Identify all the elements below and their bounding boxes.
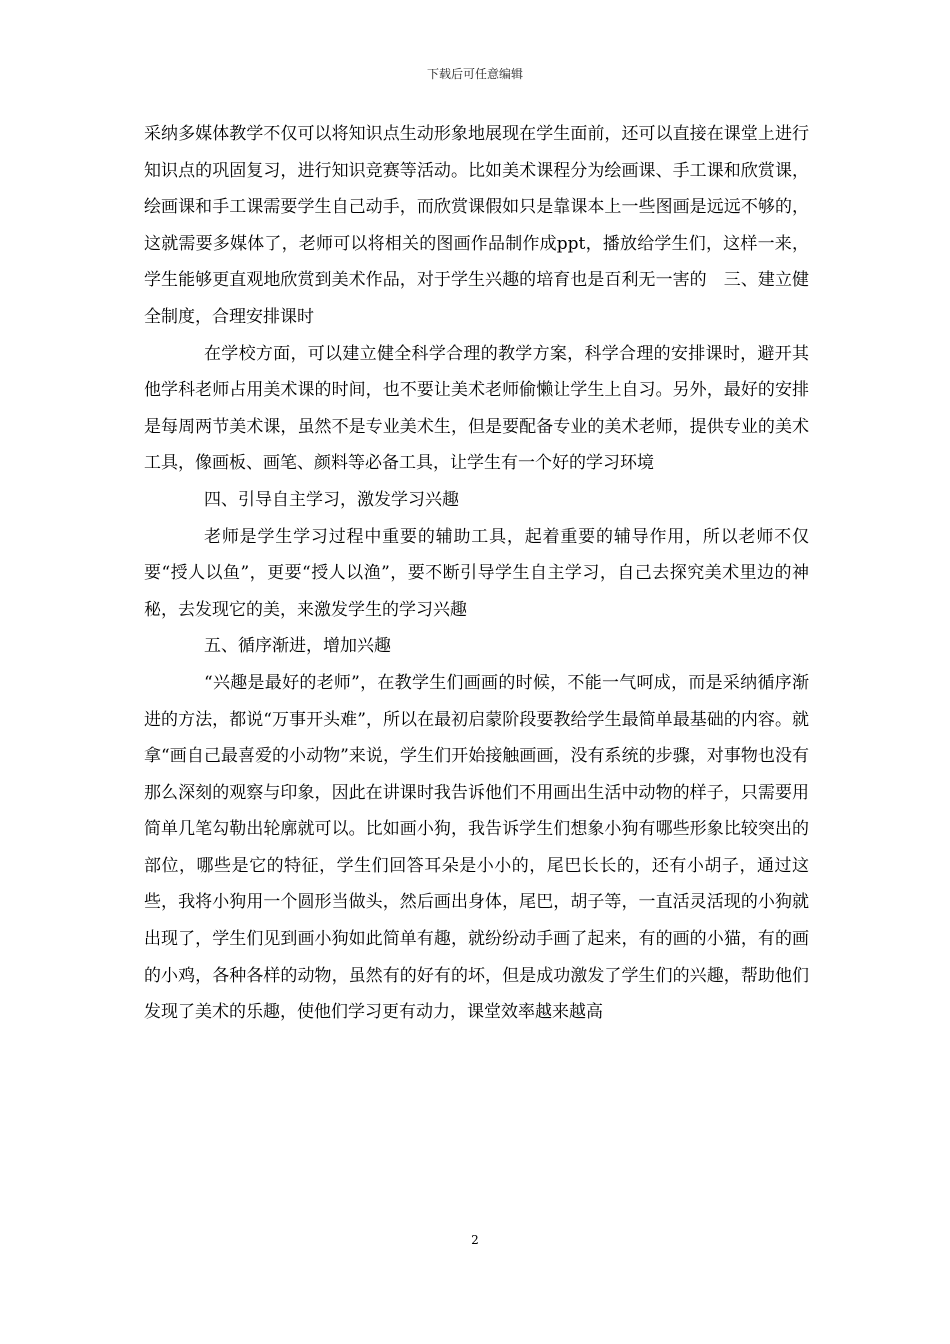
section-heading: 四、引导自主学习，激发学习兴趣 bbox=[204, 489, 459, 510]
document-body bbox=[144, 116, 809, 1031]
paragraph: 老师是学生学习过程中重要的辅助工具，起着重要的辅导作用，所以老师不仅要“授人以鱼”，更要“授人以渔”，要不断引导学生自主学习，自己去探究美术里边的神秘，去发现它的美，来激发学生的学习兴趣 bbox=[144, 526, 809, 620]
section-heading: 五、循序渐进，增加兴趣 bbox=[204, 636, 391, 657]
paragraph: “兴趣是最好的老师”，在教学生们画画的时候，不能一气呵成，而是采纳循序渐进的方法，都说“万事开头难”，所以在最初启蒙阶段要教给学生最简单最基础的内容。就拿“画自己最喜爱的小动物”来说，学生们开始接触画画，没有系统的步骤，对事物也没有那么深刻的观察与印象，因此在讲课时我告诉他们不用画出生活中动物的样子，只需要用简单几笔勾勒出轮廓就可以。比如画小狗，我告诉学生们想象小狗有哪些形象比较突出的部位，哪些是它的特征，学生们回答耳朵是小小的，尾巴长长的，还有小胡子，通过这些，我将小狗用一个圆形当做头，然后画出身体，尾巴，胡子等，一直活灵活现的小狗就出现了，学生们见到画小狗如此简单有趣，就纷纷动手画了起来，有的画的小猫，有的画的小鸡，各种各样的动物，虽然有的好有的坏，但是成功激发了学生们的兴趣，帮助他们发现了美术的乐趣，使他们学习更有动力，课堂效率越来越高 bbox=[144, 672, 809, 1023]
page-header: 下载后可任意编辑 bbox=[426, 67, 523, 81]
paragraph: 在学校方面，可以建立健全科学合理的教学方案，科学合理的安排课时，避开其他学科老师占用美术课的时间，也不要让美术老师偷懒让学生上自习。另外，最好的安排是每周两节美术课，虽然不是专业美术生，但是要配备专业的美术老师，提供专业的美术工具，像画板、画笔、颜料等必备工具，让学生有一个好的学习环境 bbox=[144, 343, 809, 474]
paragraph: 采纳多媒体教学不仅可以将知识点生动形象地展现在学生面前，还可以直接在课堂上进行知识点的巩固复习，进行知识竞赛等活动。比如美术课程分为绘画课、手工课和欣赏课，绘画课和手工课需要学生自己动手，而欣赏课假如只是靠课本上一些图画是远远不够的，这就需要多媒体了，老师可以将相关的图画作品制作成ppt，播放给学生们，这样一来，学生能够更直观地欣赏到美术作品，对于学生兴趣的培育也是百利无一害的 三、建立健全制度，合理安排课时 bbox=[144, 124, 809, 327]
page-number: 2 bbox=[471, 1233, 479, 1247]
